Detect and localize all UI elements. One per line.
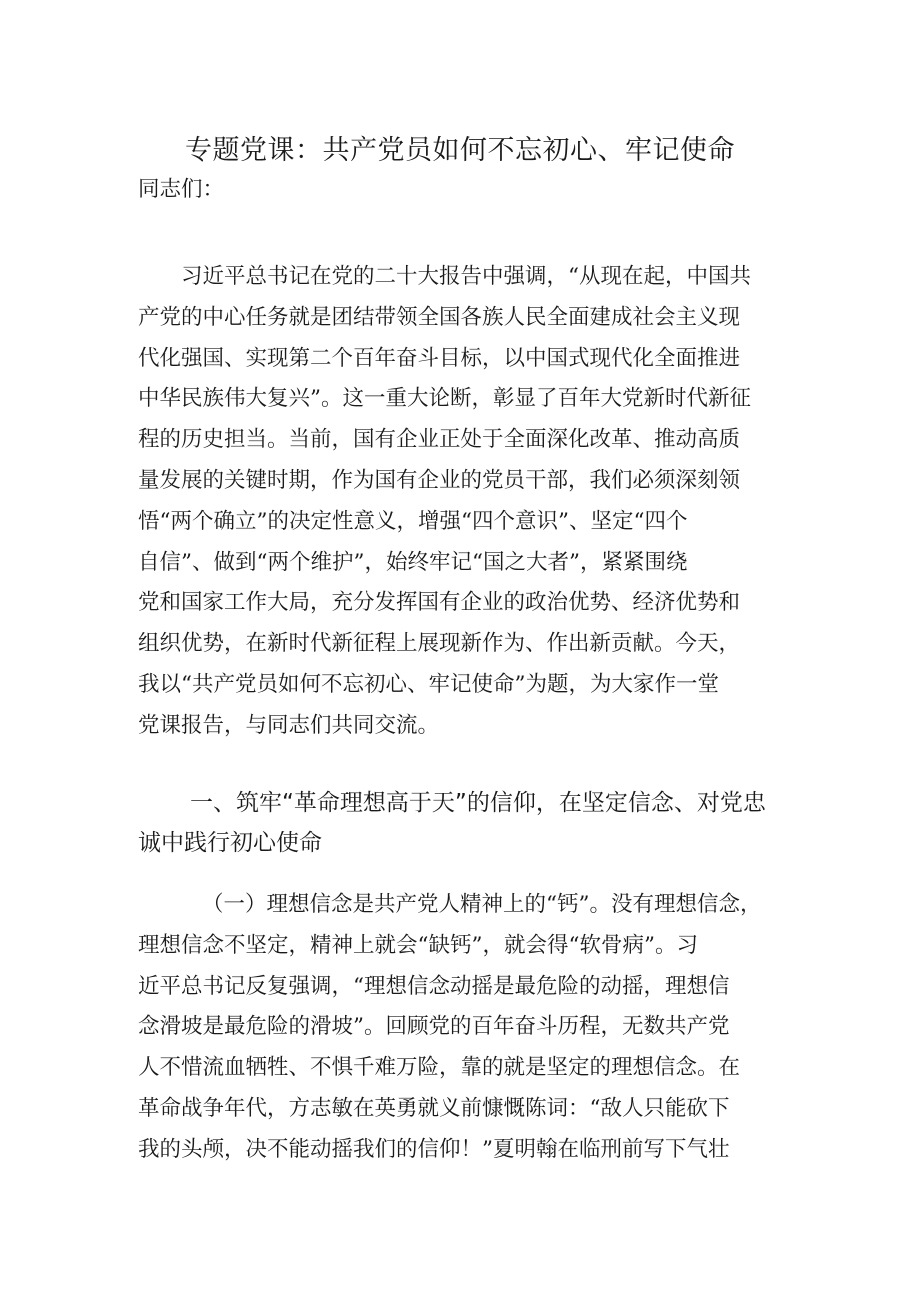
section-line: 我的头颅，决不能动摇我们的信仰！”夏明翰在临刑前写下气壮 bbox=[138, 1136, 730, 1162]
intro-paragraph bbox=[138, 257, 798, 747]
intro-line: 组织优势，在新时代新征程上展现新作为、作出新贡献。今天， bbox=[138, 631, 741, 657]
greeting: 同志们： bbox=[138, 177, 225, 202]
section-line: 近平总书记反复强调，“理想信念动摇是最危险的动摇，理想信 bbox=[138, 973, 730, 999]
section-line: 革命战争年代，方志敏在英勇就义前慷慨陈词：“敌人只能砍下 bbox=[138, 1095, 730, 1121]
heading-line: 诚中践行初心使命 bbox=[138, 830, 322, 856]
intro-line: 习近平总书记在党的二十大报告中强调，“从现在起，中国共 bbox=[181, 264, 751, 289]
section-line: 人不惜流血牺牲、不惧千难万险，靠的就是坚定的理想信念。在 bbox=[138, 1055, 741, 1081]
section-heading-1 bbox=[138, 783, 798, 863]
intro-line: 悟“两个确立”的决定性意义，增强“四个意识”、坚定“四个 bbox=[138, 508, 688, 534]
heading-line: 一、筑牢“革命理想高于天”的信仰，在坚定信念、对党忠 bbox=[190, 790, 766, 816]
section-line: （一）理想信念是共产党人精神上的“钙”。没有理想信念， bbox=[202, 892, 762, 917]
intro-line: 党和国家工作大局，充分发挥国有企业的政治优势、经济优势和 bbox=[138, 590, 741, 616]
intro-line: 量发展的关键时期，作为国有企业的党员干部，我们必须深刻领 bbox=[138, 467, 741, 493]
document-title: 专题党课：共产党员如何不忘初心、牢记使命 bbox=[185, 135, 735, 166]
section-line: 理想信念不坚定，精神上就会“缺钙”，就会得“软骨病”。习 bbox=[138, 932, 698, 958]
intro-line: 党课报告，与同志们共同交流。 bbox=[138, 712, 440, 738]
intro-line: 自信”、做到“两个维护”，始终牢记“国之大者”，紧紧围绕 bbox=[138, 549, 688, 575]
intro-line: 中华民族伟大复兴”。这一重大论断，彰显了百年大党新时代新征 bbox=[138, 386, 751, 412]
intro-line: 产党的中心任务就是团结带领全国各族人民全面建成社会主义现 bbox=[138, 304, 741, 330]
intro-line: 我以“共产党员如何不忘初心、牢记使命”为题，为大家作一堂 bbox=[138, 671, 719, 697]
intro-line: 代化强国、实现第二个百年奋斗目标，以中国式现代化全面推进 bbox=[138, 345, 741, 371]
section-1-paragraph bbox=[138, 885, 798, 1171]
intro-line: 程的历史担当。当前，国有企业正处于全面深化改革、推动高质 bbox=[138, 427, 741, 453]
section-line: 念滑坡是最危险的滑坡”。回顾党的百年奋斗历程，无数共产党 bbox=[138, 1014, 730, 1040]
